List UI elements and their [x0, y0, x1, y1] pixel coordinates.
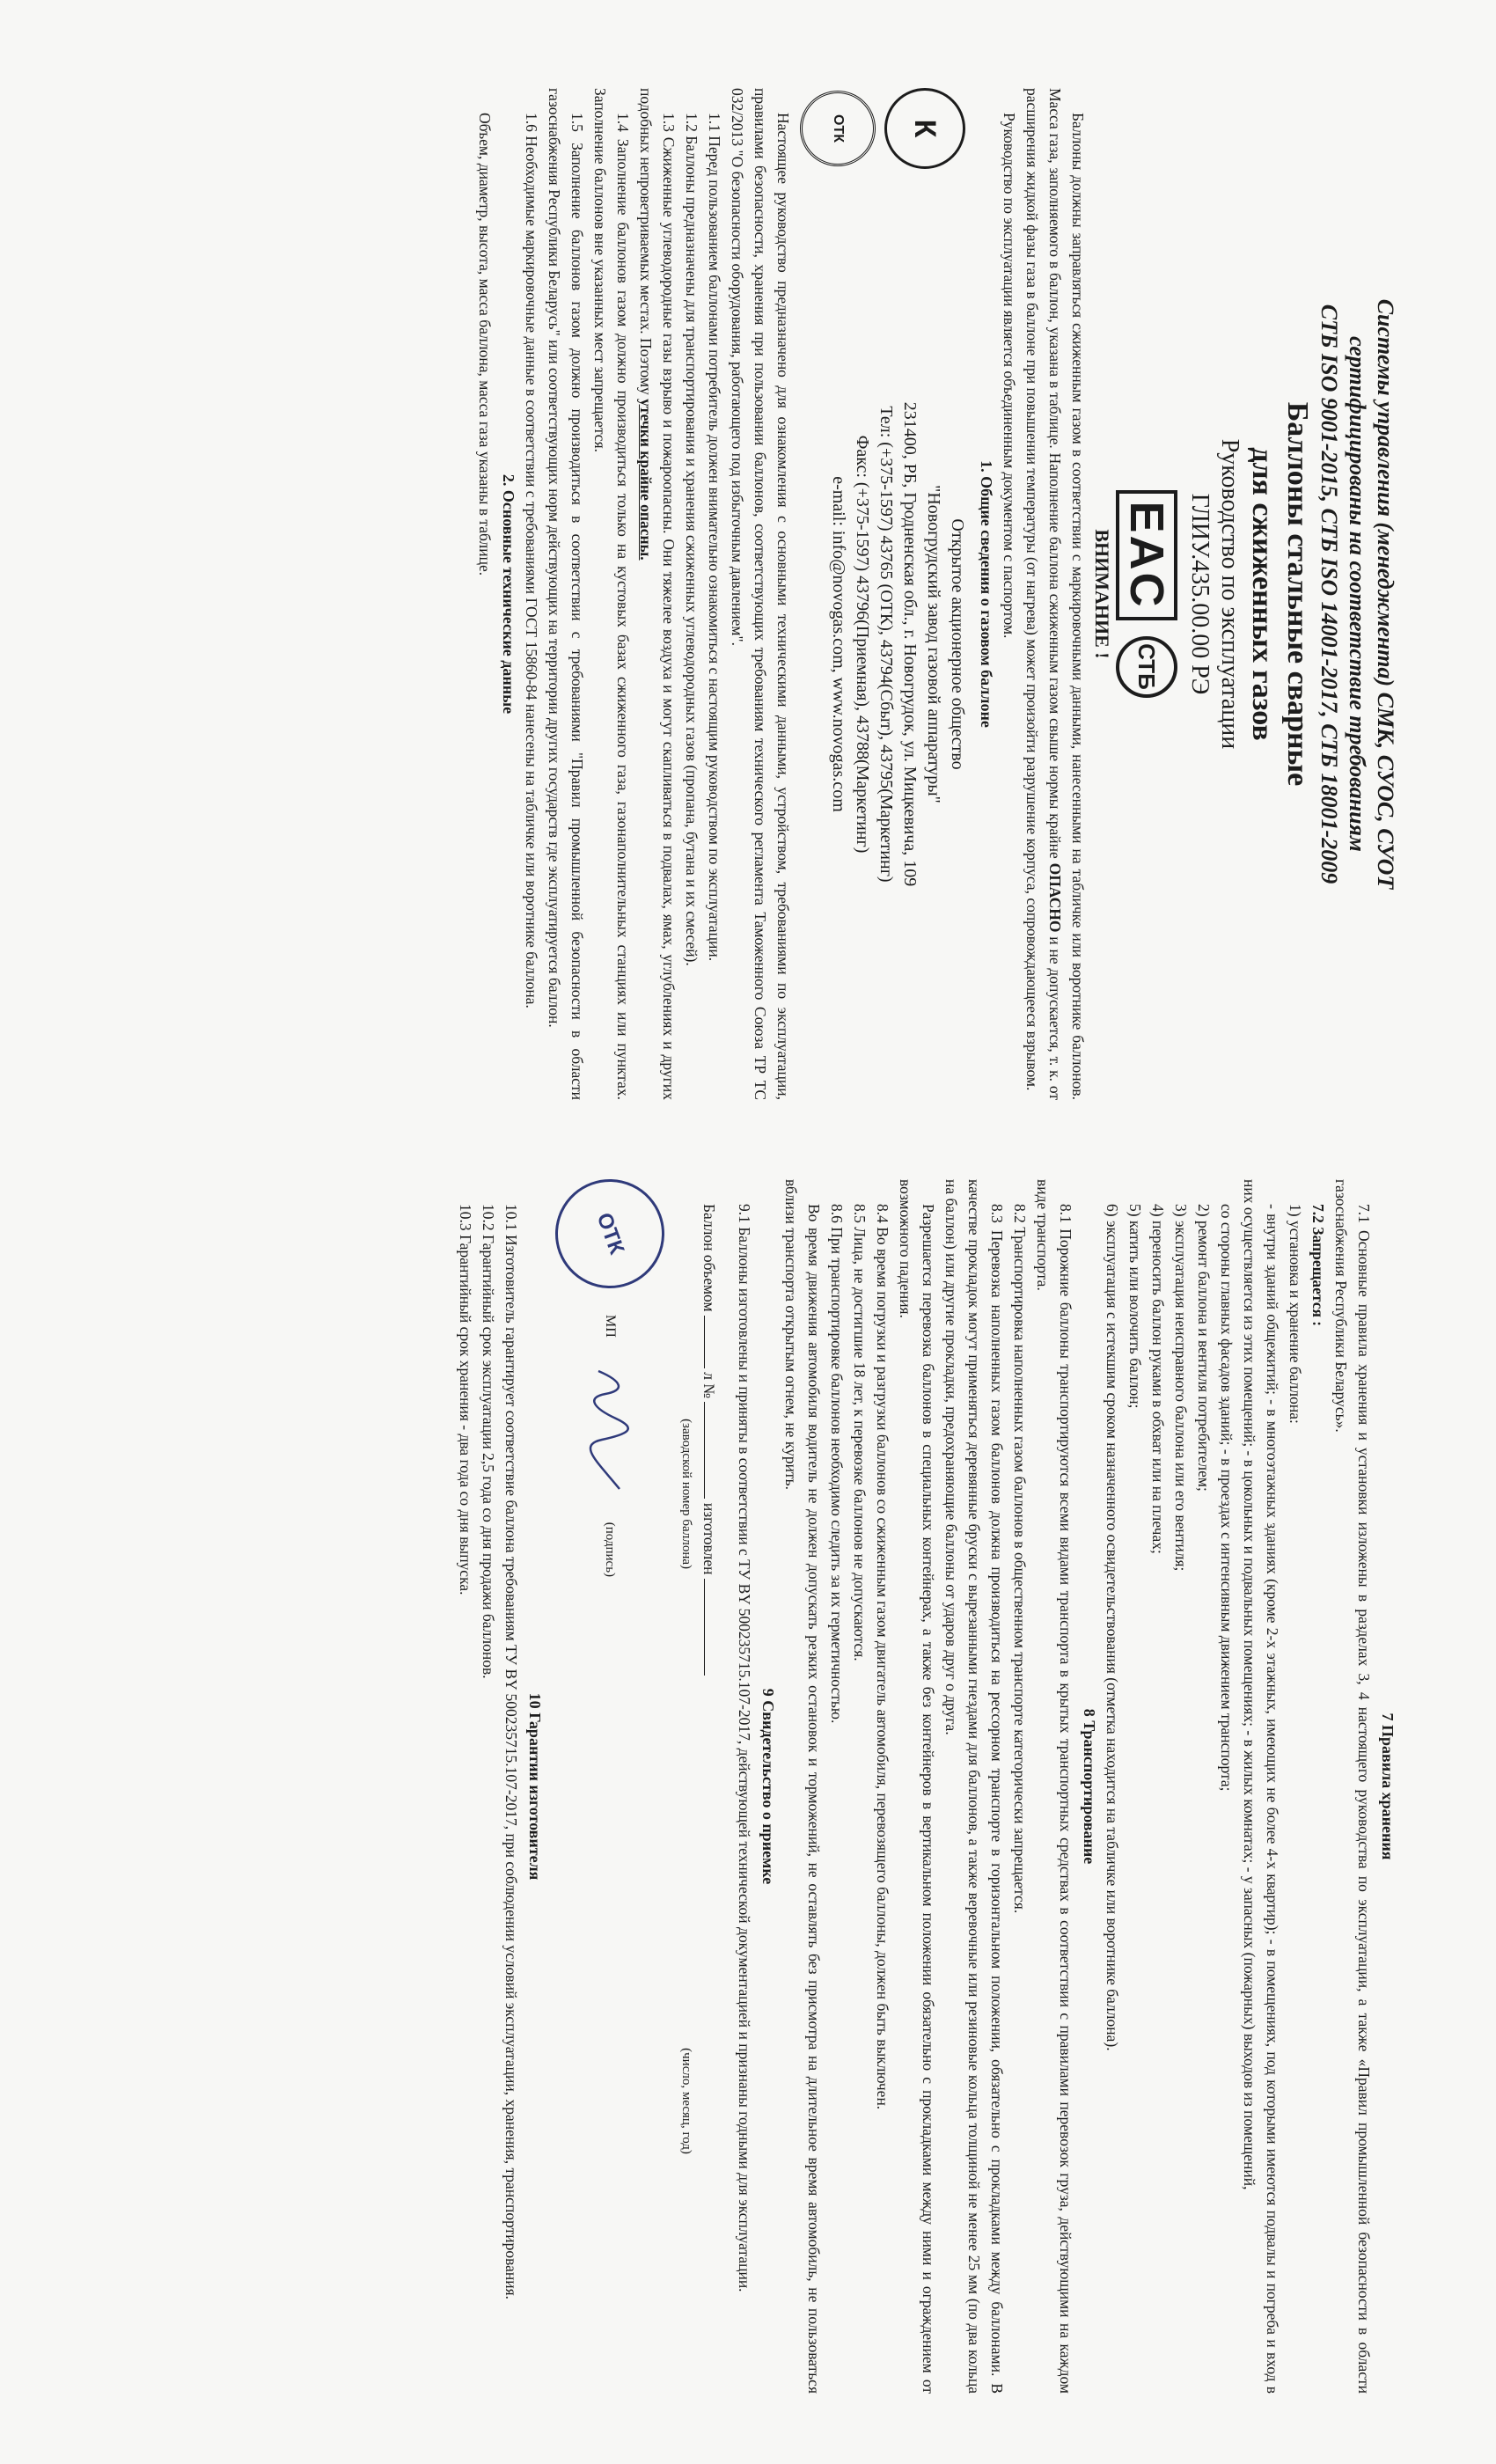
- paragraph-8-6: 8.6 При транспортировке баллонов необходимо следить за их герметичностью.: [828, 1204, 846, 1724]
- paragraph-2: Объем, диаметр, высота, масса баллона, масса газа указаны в таблице.: [476, 113, 494, 576]
- paragraph-1-5: 1.5 Заполнение баллонов газом должно производиться в соответствии с требованиями "Правил промышленной безопасности в области газоснабжения Республики Беларусь" или соответствующих норм действующих на территории других государств где эксплуатируется баллон.: [546, 88, 586, 1100]
- quality-seal-icon: ОТК: [800, 91, 876, 166]
- paragraph-10-3: 10.3 Гарантийный срок хранения - два года со дня выпуска.: [457, 1204, 474, 1595]
- manufacturer-block: [800, 88, 969, 1100]
- conformity-marks: [1116, 88, 1177, 1100]
- paragraph-7-1: 7.1 Основные правила хранения и установки изложены в разделах 3, 4 настоящего руководства по эксплуатации, а также «Правил промышленной безопасности в области газоснабжения Республики Беларусь».: [1332, 1179, 1373, 2394]
- manual-back-column: [44, 1179, 1399, 2394]
- prohibition-1: 1) установка и хранение баллона:: [1287, 1204, 1304, 1424]
- paragraph-8-3-cont: Разрешается перевозка баллонов в специальных контейнерах, а также без контейнеров в вертикальном положении обязательно с прокладками между ними и ограждением от возможного падения.: [897, 1179, 937, 2394]
- serial-number-field[interactable]: [704, 1402, 705, 1499]
- company-phone: Тел: (+375-1597) 43765 (ОТК), 43794(Сбыт), 43795(Маркетинг): [876, 406, 896, 883]
- eac-mark-icon: EAC: [1116, 490, 1177, 620]
- paragraph-9-1: 9.1 Баллоны изготовлены и приняты в соответствии с ТУ BY 500235715.107-2017, действующей технической документацией и признаны годными для эксплуатации.: [736, 1204, 753, 2292]
- warning-title: ВНИМАНИЕ !: [1091, 529, 1113, 659]
- paragraph-10-1: 10.1 Изготовитель гарантирует соответствие баллона требованиям ТУ BY 500235715.107-2017, при соблюдении условий эксплуатации, хранения, транспортирования.: [502, 1204, 520, 2300]
- date-caption: (число, месяц, год): [679, 2048, 693, 2154]
- manufacture-date-field[interactable]: [704, 1579, 705, 1676]
- paragraph-7-2: 7.2 Запрещается :: [1309, 1204, 1327, 1327]
- warning-text: Баллоны должны заправляться сжиженным газом в соответствии с маркировочными данными, нанесенными на табличке или воротнике баллонов. Масса газа, заполняемого в баллон, указана в таблице. Наполнение баллона сжиженным газом свыше нормы крайне ОПАСНО и не допускается, т. к. от расширения жидкой фазы газа в баллоне при повышении температуры (от нагрева) может произойти разрушение корпуса, сопровождающееся взрывом.: [1023, 88, 1087, 1100]
- acceptance-captions: [675, 1179, 698, 2394]
- manual-title-column: [44, 88, 1399, 1100]
- paragraph-1-6: 1.6 Необходимые маркировочные данные в соответствии с требованиями ГОСТ 15860-84 нанесены на табличке или воротнике баллона.: [523, 113, 540, 1008]
- prohibition-4: 4) переносить баллон руками в обхват или на плечах;: [1149, 1204, 1167, 1554]
- prohibition-1-list: - внутри зданий общежитий; - в многоэтажных зданиях (кроме 2-х этажных, имеющих не более 4-х квартир); - в помещениях, под которыми имеются подвалы и погреба и вход в них осуществляется из этих помещений; - в цокольных и подвальных помещениях; - в жилых комнатах; - у запасных (пожарных) выходов из помещений,: [1241, 1179, 1281, 2394]
- paragraph-1-4: 1.4 Заполнение баллонов газом должно производиться только на кустовых базах сжиженного газа, газонаполнительных станциях или пунктах. Заполнение баллонов вне указанных мест запрещается.: [591, 88, 632, 1100]
- company-name: "Новогрудский завод газовой аппаратуры": [924, 485, 943, 803]
- section-10-title: 10 Гарантии изготовителя: [526, 1692, 544, 1881]
- document-subtitle: Руководство по эксплуатации: [1216, 438, 1243, 750]
- section-8-title: 8 Транспортирование: [1081, 1708, 1098, 1865]
- paragraph-10-2: 10.2 Гарантийный срок эксплуатации 2,5 года со дня продажи баллонов.: [480, 1204, 497, 1679]
- signature-row: [555, 1179, 664, 2394]
- signature-caption: (подпись): [603, 1522, 618, 1578]
- paragraph-8-2: 8.2 Транспортировка наполненных газом баллонов в общественном транспорте категорически запрещается.: [1011, 1204, 1029, 1914]
- otk-stamp-icon: ОТК: [540, 1164, 680, 1304]
- volume-field[interactable]: [704, 1316, 705, 1368]
- paragraph-1-1: 1.1 Перед пользованием баллонами потребитель должен внимательно ознакомиться с настоящим руководством по эксплуатации.: [706, 113, 723, 962]
- paragraph-1-2: 1.2 Баллоны предназначены для транспортирования и хранения сжиженных углеводородных газов (пропана, бутана и их смесей).: [683, 113, 700, 966]
- prohibition-3: 3) эксплуатация неисправного баллона или его вентиля;: [1172, 1204, 1190, 1572]
- company-email[interactable]: e-mail: info@novogas.com, www.novogas.com: [829, 476, 848, 812]
- paragraph-1-3: 1.3 Сжиженные углеводородные газы взрыво и пожароопасны. Они тяжелее воздуха и могут скапливаться в подвалах, ямах, углублениях и других подобных непроветриваемых местах. Поэтому утечки крайне опасны.: [637, 88, 678, 1100]
- section-7-title: 7 Правила хранения: [1379, 1712, 1397, 1860]
- manual-note: Руководство по эксплуатации является объединенным документом с паспортом.: [1001, 113, 1018, 639]
- prohibition-6: 6) эксплуатация с истекшим сроком назначенного освидетельствования (отметка находится на табличке или воротнике баллона).: [1104, 1204, 1121, 2051]
- acceptance-line: Баллон объемом л № изготовлен: [698, 1179, 721, 2394]
- serial-number-caption: (заводской номер баллона): [679, 1419, 693, 1569]
- company-logo-icon: К: [884, 88, 965, 169]
- section-9-title: 9 Свидетельство о приемке: [759, 1688, 777, 1885]
- certification-line-1: Системы управления (менеджмента) СМК, СУОС, СУОТ: [1373, 298, 1398, 890]
- certification-line-3: СТБ ISO 9001-2015, СТБ ISO 14001-2017, СТБ 18001-2009: [1316, 304, 1342, 884]
- paragraph-8-5: 8.5 Лица, не достигшие 18 лет, к перевозке баллонов не допускаются.: [851, 1204, 869, 1661]
- document-code: ГЛИУ.435.00.00 РЭ: [1186, 493, 1214, 695]
- signature-icon: [588, 1364, 632, 1496]
- mp-label: МП: [603, 1315, 618, 1338]
- company-type: Открытое акционерное общество: [948, 518, 967, 770]
- paragraph-8-4: 8.4 Во время погрузки и разгрузки баллонов со сжиженным газом двигатель автомобиля, перевозящего баллоны, должен быть выключен.: [874, 1204, 891, 2110]
- document-title-2: для сжиженных газов: [1246, 447, 1279, 741]
- paragraph-8-3: 8.3 Перевозка наполненных газом баллонов должна производиться на рессорном транспорте в горизонтальном положении, обязательно с прокладками между баллонами. В качестве прокладок могут применяться деревянные бруски с вырезанными гнездами для баллонов, а также веревочные или резиновые кольца толщиной не менее 25 мм (по два кольца на баллон) или другие прокладки, предохраняющие баллоны от ударов друг о друга.: [942, 1179, 1006, 2394]
- prohibition-5: 5) катить или волочить баллон;: [1126, 1204, 1144, 1409]
- prohibition-2: 2) ремонт баллона и вентиля потребителем;: [1195, 1204, 1213, 1492]
- manufacturer-logos: [800, 88, 969, 169]
- intro-paragraph: Настоящее руководство предназначено для ознакомления с основными техническими данными, устройством, требованиями по эксплуатации, правилами безопасности, хранения при пользовании баллонов, соответствующих требованиям технического регламента Таможенного Союза ТР ТС 032/2013 "О безопасности оборудования, работающего под избыточным давлением".: [729, 88, 792, 1100]
- certification-line-2: сертифицированы на соответствие требованиям: [1345, 336, 1370, 852]
- company-fax: Факс: (+375-1597) 43796(Приемная), 43788(Маркетинг): [853, 435, 872, 854]
- section-1-title: 1. Общие сведения о газовом баллоне: [978, 460, 995, 728]
- prohibition-1-list-cont: со стороны главных фасадов зданий; - в проездах с интенсивным движением транспорта;: [1218, 1204, 1236, 1792]
- paragraph-8-1: 8.1 Порожние баллоны транспортируются всеми видами транспорта в крытых транспортных средствах в соответствии с правилами перевозок груза, действующими на каждом виде транспорта.: [1034, 1179, 1074, 2394]
- paragraph-8-6-cont: Во время движения автомобиля водитель не должен допускать резких остановок и торможений, не оставлять без присмотра на длительное время автомобиль, не пользоваться вблизи транспорта открытым огнем, не курить.: [782, 1179, 823, 2394]
- section-2-title: 2. Основные технические данные: [500, 473, 517, 715]
- company-address: 231400, РБ, Гродненская обл., г. Новогрудок, ул. Мицкевича, 109: [900, 401, 920, 887]
- document-title-1: Баллоны стальные сварные: [1281, 401, 1314, 787]
- manufacturer-address: [826, 188, 969, 1100]
- stb-mark-icon: СТБ: [1116, 636, 1177, 698]
